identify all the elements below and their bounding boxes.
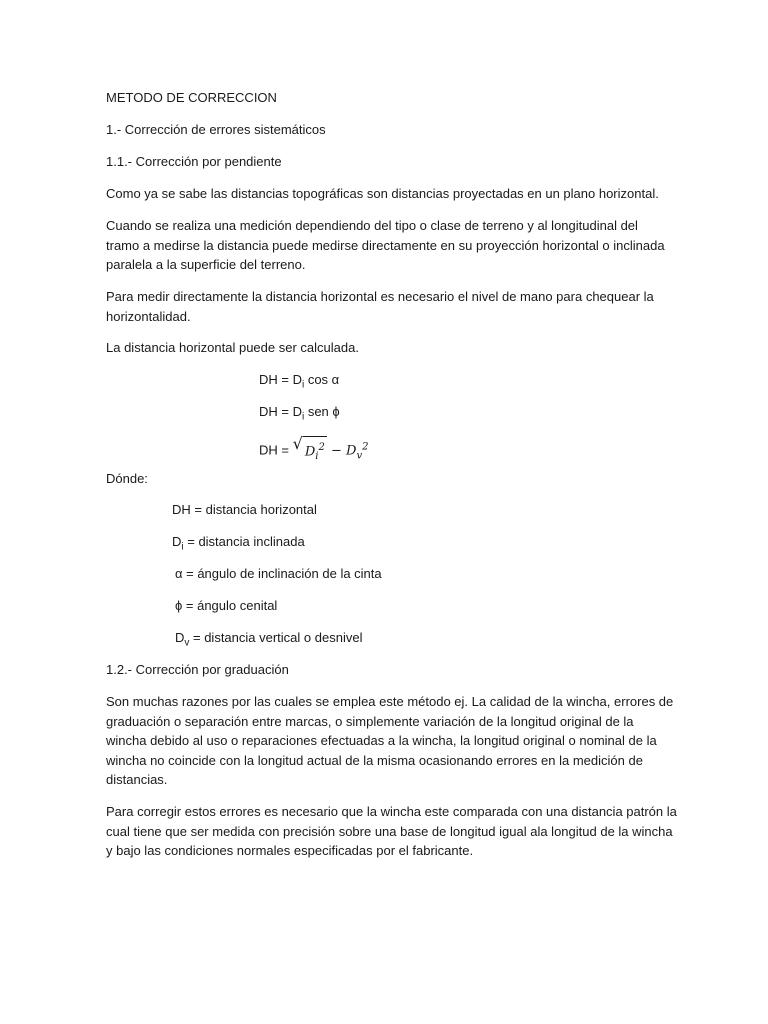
formula-sen bbox=[259, 402, 340, 427]
sqrt-icon: √ $D_i^2$ bbox=[293, 436, 327, 466]
definition-dh: DH = distancia horizontal bbox=[172, 502, 317, 517]
paragraph-6-line: cual tiene que ser medida con precisión sobre una base de longitud igual ala longitud de la wincha bbox=[106, 823, 673, 839]
definition-dv-sub: v bbox=[184, 637, 190, 649]
formula-sqrt-d1: D bbox=[304, 444, 316, 460]
formula-cos-left: DH = D bbox=[259, 372, 302, 387]
formula-sen-sub: i bbox=[301, 411, 305, 423]
definition-dv bbox=[175, 628, 362, 653]
formula-sqrt-left: DH = bbox=[259, 442, 289, 458]
paragraph-2 bbox=[106, 216, 666, 275]
formula-sen-right: sen ϕ bbox=[304, 404, 340, 419]
paragraph-3-line: horizontalidad. bbox=[106, 308, 191, 324]
paragraph-4: La distancia horizontal puede ser calculada. bbox=[106, 340, 359, 355]
paragraph-5-line: wincha debido al uso o reparaciones efectuadas a la wincha, la longitud original o nominal de la bbox=[106, 733, 657, 749]
section-heading-1: 1.- Corrección de errores sistemáticos bbox=[106, 122, 326, 137]
definition-phi: ϕ = ángulo cenital bbox=[175, 598, 278, 613]
definition-di bbox=[172, 532, 305, 557]
paragraph-3-line: Para medir directamente la distancia horizontal es necesario el nivel de mano para chequear la bbox=[106, 289, 654, 304]
definition-di-rest: = distancia inclinada bbox=[183, 534, 305, 549]
paragraph-5-line: distancias. bbox=[106, 772, 168, 788]
definition-alpha: α = ángulo de inclinación de la cinta bbox=[175, 566, 382, 581]
paragraph-5-line: graduación o separación entre marcas, o simplemente variación de la longitud original de la bbox=[106, 713, 634, 729]
section-heading-1-1: 1.1.- Corrección por pendiente bbox=[106, 154, 282, 169]
paragraph-6 bbox=[106, 802, 677, 861]
paragraph-2-line: tramo a medirse la distancia puede medirse directamente en su proyección horizontal o inclinada bbox=[106, 237, 665, 253]
paragraph-2-line: paralela a la superficie del terreno. bbox=[106, 257, 306, 273]
formula-sqrt-d2: D bbox=[346, 443, 357, 459]
formula-cos bbox=[259, 370, 339, 395]
formula-sqrt-d1-sub: i bbox=[315, 450, 319, 462]
paragraph-1: Como ya se sabe las distancias topográficas son distancias proyectadas en un plano horizontal. bbox=[106, 186, 659, 201]
paragraph-6-line: Para corregir estos errores es necesario que la wincha este comparada con una distancia patrón la bbox=[106, 804, 677, 819]
definition-dv-main: D bbox=[175, 630, 185, 645]
section-heading-1-2: 1.2.- Corrección por graduación bbox=[106, 662, 289, 677]
formula-sqrt-d1-sup: 2 bbox=[318, 442, 325, 453]
formula-cos-right: cos α bbox=[304, 372, 340, 387]
definition-di-sub: i bbox=[181, 541, 184, 553]
formula-sqrt-d2-sub: v bbox=[356, 450, 363, 462]
formula-sqrt bbox=[259, 436, 368, 466]
paragraph-5-line: wincha no coincide con la longitud actual de la misma ocasionando errores en la medición de bbox=[106, 752, 643, 768]
paragraph-6-line: y bajo las condiciones normales especificadas por el fabricante. bbox=[106, 843, 474, 859]
paragraph-5 bbox=[106, 692, 674, 790]
formula-cos-sub: i bbox=[301, 379, 305, 391]
paragraph-5-line: Son muchas razones por las cuales se emplea este método ej. La calidad de la wincha, errores de bbox=[106, 694, 674, 709]
formula-sqrt-d2-sup: 2 bbox=[362, 441, 369, 453]
donde-label: Dónde: bbox=[106, 471, 148, 486]
document-title: METODO DE CORRECCION bbox=[106, 90, 277, 105]
paragraph-3 bbox=[106, 287, 666, 326]
paragraph-2-line: Cuando se realiza una medición dependiendo del tipo o clase de terreno y al longitudinal del bbox=[106, 218, 638, 233]
definition-di-main: D bbox=[172, 534, 182, 549]
definition-dv-rest: = distancia vertical o desnivel bbox=[189, 630, 363, 645]
formula-sen-left: DH = D bbox=[259, 404, 302, 419]
formula-sqrt-minus: − bbox=[326, 443, 346, 459]
